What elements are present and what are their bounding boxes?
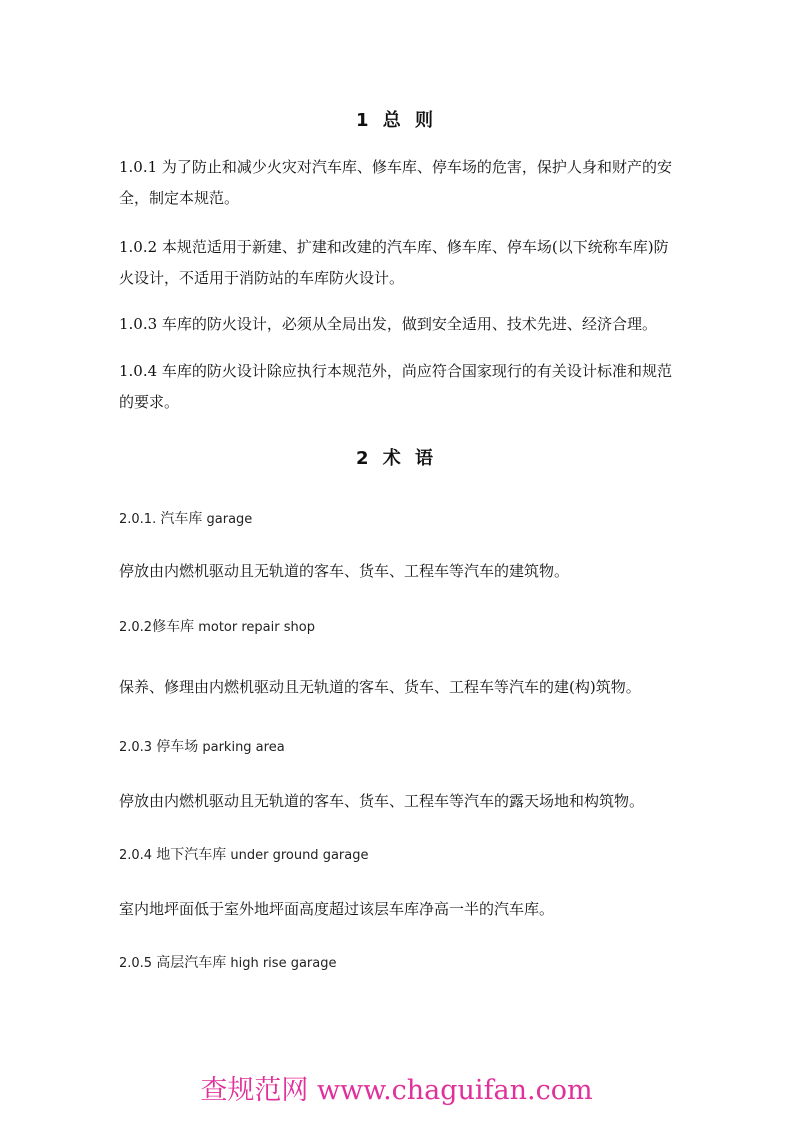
term-number: 2.0.5 — [119, 956, 153, 971]
term-2-0-4 — [119, 844, 368, 864]
clause-1-0-1: 1.0.1 为了防止和减少火灾对汽车库、修车库、停车场的危害，保护人身和财产的安全，制定本规范。 — [119, 158, 672, 207]
term-2-0-1 — [119, 508, 252, 528]
term-definition: 停放由内燃机驱动且无轨道的客车、货车、工程车等汽车的建筑物。 — [119, 562, 570, 580]
term-definition: 保养、修理由内燃机驱动且无轨道的客车、货车、工程车等汽车的建(构)筑物。 — [119, 678, 641, 696]
term-number: 2.0.4 — [119, 848, 153, 863]
term-2-0-2 — [119, 616, 315, 636]
section-2-heading: 2 术 语 — [355, 448, 438, 469]
term-name-en: motor repair shop — [198, 620, 315, 635]
term-definition: 停放由内燃机驱动且无轨道的客车、货车、工程车等汽车的露天场地和构筑物。 — [119, 792, 645, 810]
site-watermark: 查规范网 www.chaguifan.com — [200, 1075, 593, 1106]
term-name-zh: 地下汽车库 — [156, 847, 227, 863]
term-name-en: garage — [206, 512, 253, 527]
term-name-zh: 汽车库 — [160, 511, 203, 527]
term-name-en: parking area — [202, 740, 285, 755]
term-name-en: high rise garage — [230, 956, 337, 971]
term-number: 2.0.3 — [119, 740, 153, 755]
term-number: 2.0.1. — [119, 512, 157, 527]
clause-1-0-2: 1.0.2 本规范适用于新建、扩建和改建的汽车库、修车库、停车场(以下统称车库)防火设计，不适用于消防站的车库防火设计。 — [119, 238, 669, 287]
term-number: 2.0.2 — [119, 620, 153, 635]
term-name-zh: 修车库 — [152, 619, 195, 635]
clause-1-0-4: 1.0.4 车库的防火设计除应执行本规范外，尚应符合国家现行的有关设计标准和规范的要求。 — [119, 362, 672, 411]
term-definition: 室内地坪面低于室外地坪面高度超过该层车库净高一半的汽车库。 — [119, 900, 555, 918]
term-2-0-5 — [119, 952, 336, 972]
term-name-zh: 高层汽车库 — [156, 955, 227, 971]
term-name-en: under ground garage — [230, 848, 369, 863]
term-name-zh: 停车场 — [156, 739, 199, 755]
term-2-0-3 — [119, 736, 285, 756]
clause-1-0-3: 1.0.3 车库的防火设计，必须从全局出发，做到安全适用、技术先进、经济合理。 — [119, 315, 657, 333]
section-1-heading: 1 总 则 — [355, 110, 438, 131]
